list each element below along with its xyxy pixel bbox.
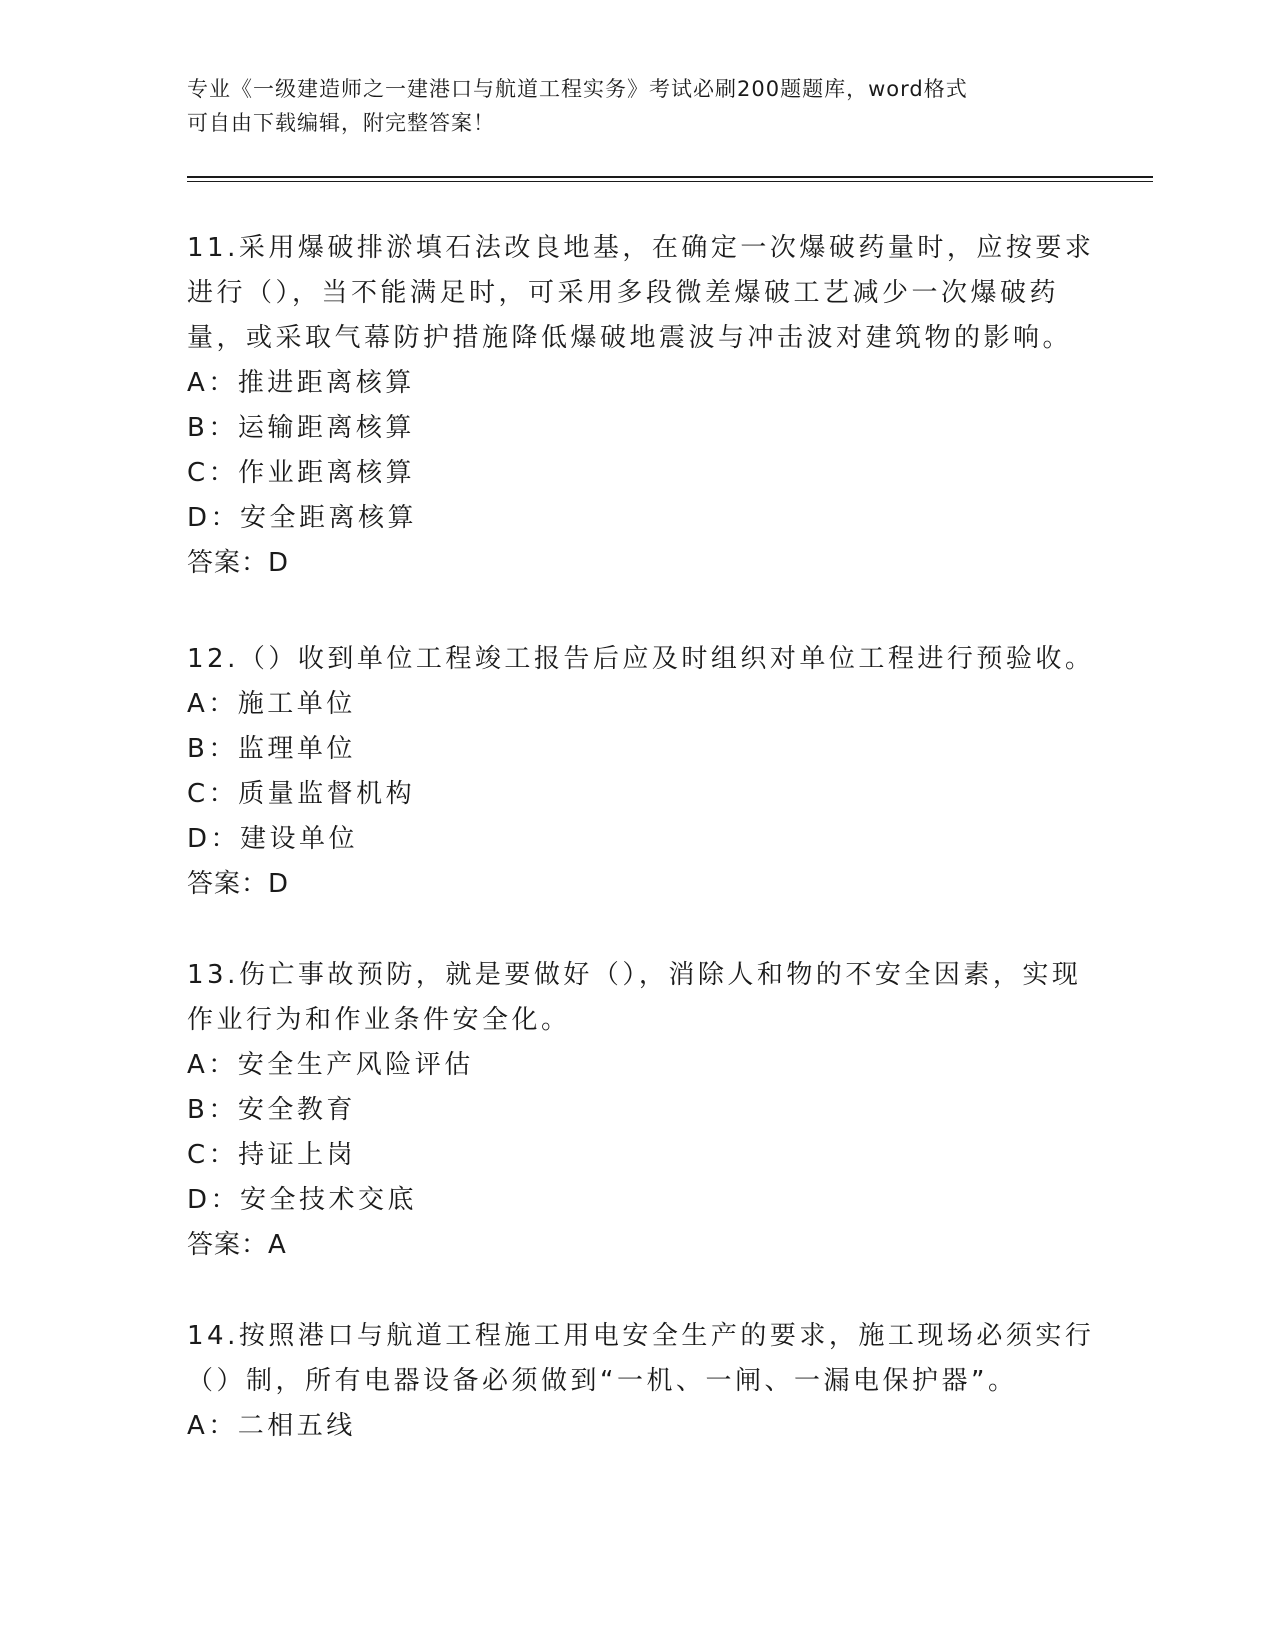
question-12: [187, 637, 1095, 907]
option-c: C：作业距离核算: [187, 458, 416, 488]
question-stem-line: 量，或采取气幕防护措施降低爆破地震波与冲击波对建筑物的影响。: [187, 323, 1073, 353]
question-stem-line: 12.（）收到单位工程竣工报告后应及时组织对单位工程进行预验收。: [187, 644, 1095, 674]
question-11: [187, 226, 1095, 586]
question-14: [187, 1314, 1095, 1449]
answer: 答案：A: [187, 1230, 287, 1260]
option-d: D：安全技术交底: [187, 1185, 418, 1215]
question-stem-line: 14.按照港口与航道工程施工用电安全生产的要求，施工现场必须实行: [187, 1321, 1095, 1351]
option-a: A：二相五线: [187, 1411, 356, 1441]
option-b: B：监理单位: [187, 734, 356, 764]
option-a: A：安全生产风险评估: [187, 1050, 474, 1080]
question-stem-line: 11.采用爆破排淤填石法改良地基，在确定一次爆破药量时，应按要求: [187, 233, 1095, 263]
document-header: [187, 72, 1087, 140]
option-a: A：推进距离核算: [187, 368, 415, 398]
option-d: D：建设单位: [187, 824, 359, 854]
header-line-2: 可自由下载编辑，附完整答案！: [187, 111, 495, 135]
option-a: A：施工单位: [187, 689, 356, 719]
answer: 答案：D: [187, 548, 290, 578]
header-divider-thin: [187, 181, 1153, 182]
question-stem-line: （）制，所有电器设备必须做到“一机、一闸、一漏电保护器”。: [187, 1366, 1018, 1396]
question-stem-line: 作业行为和作业条件安全化。: [187, 1005, 571, 1035]
question-stem-line: 13.伤亡事故预防，就是要做好（），消除人和物的不安全因素，实现: [187, 960, 1082, 990]
option-b: B：安全教育: [187, 1095, 356, 1125]
option-d: D：安全距离核算: [187, 503, 418, 533]
option-b: B：运输距离核算: [187, 413, 415, 443]
header-line-1: 专业《一级建造师之一建港口与航道工程实务》考试必刷200题题库，word格式: [187, 77, 968, 101]
header-divider-thick: [187, 176, 1153, 178]
answer: 答案：D: [187, 869, 290, 899]
question-stem-line: 进行（），当不能满足时，可采用多段微差爆破工艺减少一次爆破药: [187, 278, 1060, 308]
question-13: [187, 953, 1087, 1268]
option-c: C：质量监督机构: [187, 779, 416, 809]
option-c: C：持证上岗: [187, 1140, 357, 1170]
